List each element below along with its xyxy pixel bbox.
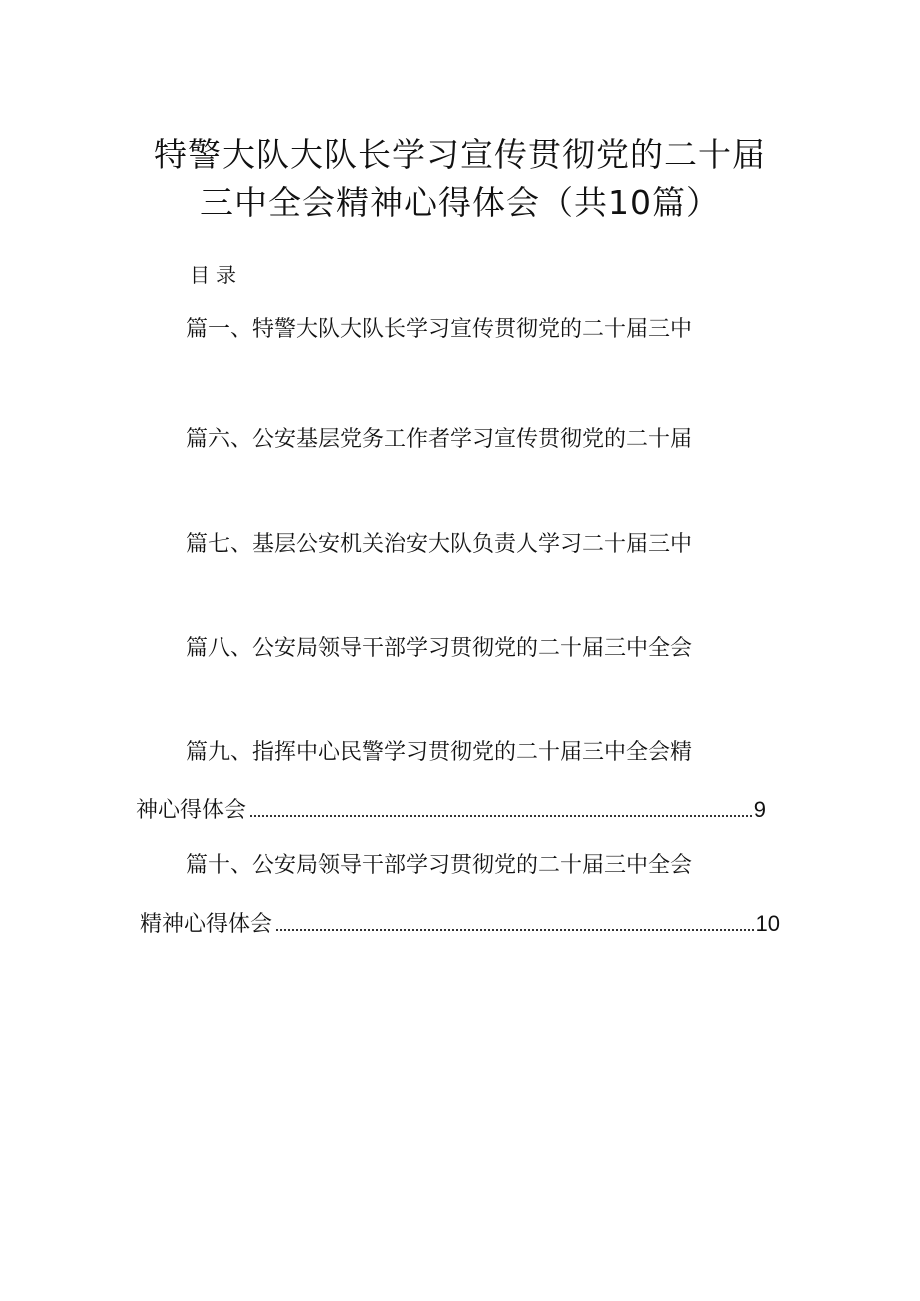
toc-heading: 目录 <box>190 263 242 287</box>
toc-entry-10-cont-text: 精神心得体会 <box>140 912 273 937</box>
toc-entry-7[interactable]: 篇七、基层公安机关治安大队负责人学习二十届三中 <box>186 532 693 557</box>
toc-entry-1[interactable]: 篇一、特警大队大队长学习宣传贯彻党的二十届三中 <box>186 317 693 342</box>
toc-dot-leader <box>250 814 752 817</box>
toc-entry-9-continuation[interactable] <box>136 795 766 826</box>
toc-entry-10-page-number: 10 <box>755 911 780 936</box>
toc-entry-9-page-number: 9 <box>753 797 766 822</box>
document-title-line-1: 特警大队大队长学习宣传贯彻党的二十届 <box>154 135 766 174</box>
toc-entry-10-continuation[interactable] <box>140 909 780 940</box>
toc-entry-9-cont-text: 神心得体会 <box>136 798 247 823</box>
toc-entry-6[interactable]: 篇六、公安基层党务工作者学习宣传贯彻党的二十届 <box>186 427 693 452</box>
document-title-line-2: 三中全会精神心得体会（共10篇） <box>200 183 720 222</box>
toc-entry-9[interactable]: 篇九、指挥中心民警学习贯彻党的二十届三中全会精 <box>186 740 693 765</box>
toc-dot-leader <box>276 928 754 931</box>
toc-entry-10[interactable]: 篇十、公安局领导干部学习贯彻党的二十届三中全会 <box>186 853 693 878</box>
toc-entry-8[interactable]: 篇八、公安局领导干部学习贯彻党的二十届三中全会 <box>186 636 693 661</box>
